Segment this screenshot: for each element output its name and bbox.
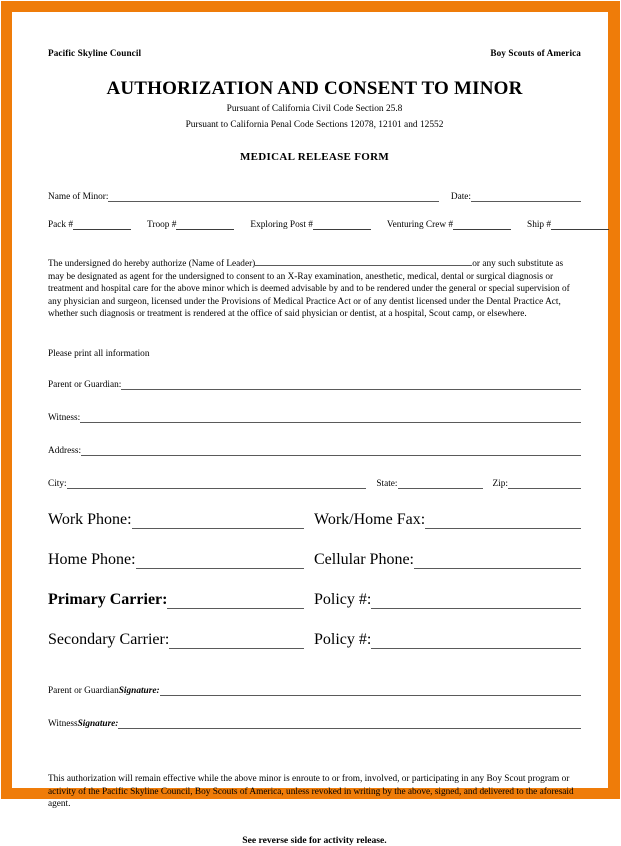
secondary-carrier-input[interactable] xyxy=(169,638,304,649)
parent-or-guardian-row xyxy=(48,379,581,390)
authorization-paragraph xyxy=(48,256,581,321)
city-state-zip-row xyxy=(48,478,581,489)
address-input[interactable] xyxy=(81,445,581,456)
witness-signature-label: Signature: xyxy=(77,718,119,729)
troop-number-input[interactable] xyxy=(176,220,234,230)
home-phone-input[interactable] xyxy=(136,558,304,569)
exploring-post-number-label: Exploring Post # xyxy=(250,220,313,230)
ship-number-label: Ship # xyxy=(527,220,552,230)
primary-carrier-input[interactable] xyxy=(167,598,304,609)
parent-signature-row xyxy=(48,685,581,696)
parent-signature-prefix: Parent or Guardian xyxy=(48,685,119,696)
address-label: Address: xyxy=(48,445,82,456)
work-home-fax-label: Work/Home Fax: xyxy=(314,510,426,528)
authorization-body: may be designated as agent for the undersigned to consent to an X-Ray examination, anesthetic, medical, dental or surgical diagnosis or treatment and hospital care for the above minor which is deemed advisable by and to be rendered under the general or special supervision of any physician and surgeon, licensed under the Provisions of Medical Practice Act or of any dentist licensed under the Dental Practice Act, whether such diagnosis or treatment is rendered at the office of said physician or dentist, at a hospital, Scout camp, or elsewhere. xyxy=(48,271,570,320)
document-content xyxy=(48,48,581,846)
parent-signature-input[interactable] xyxy=(160,685,581,696)
witness-signature-row xyxy=(48,718,581,729)
paper-sheet xyxy=(12,12,608,846)
primary-carrier-row xyxy=(48,591,581,609)
witness-input[interactable] xyxy=(80,412,581,423)
cellular-phone-input[interactable] xyxy=(414,558,581,569)
zip-label: Zip: xyxy=(492,478,508,489)
date-input[interactable] xyxy=(471,191,581,202)
secondary-policy-number-label: Policy #: xyxy=(314,630,372,648)
witness-label: Witness: xyxy=(48,412,81,423)
page-border-left xyxy=(1,1,12,799)
parent-signature-label: Signature: xyxy=(118,685,160,696)
work-phone-input[interactable] xyxy=(132,518,304,529)
name-of-minor-row xyxy=(48,191,581,202)
organization-name: Boy Scouts of America xyxy=(490,48,581,58)
home-cellular-phone-row xyxy=(48,551,581,569)
primary-carrier-label: Primary Carrier: xyxy=(48,590,168,608)
zip-input[interactable] xyxy=(508,478,581,489)
leader-name-input[interactable] xyxy=(255,256,472,266)
primary-policy-number-label: Policy #: xyxy=(314,590,372,608)
city-input[interactable] xyxy=(67,478,367,489)
venturing-crew-number-input[interactable] xyxy=(453,220,511,230)
name-of-minor-label: Name of Minor: xyxy=(48,192,109,202)
work-phone-fax-row xyxy=(48,511,581,529)
secondary-carrier-label: Secondary Carrier: xyxy=(48,630,170,648)
work-phone-label: Work Phone: xyxy=(48,510,132,528)
page-border-right xyxy=(608,1,620,799)
witness-signature-prefix: Witness xyxy=(48,718,78,729)
secondary-carrier-row xyxy=(48,631,581,649)
home-phone-label: Home Phone: xyxy=(48,550,136,568)
title-subtitle-line-2: Pursuant to California Penal Code Sections 12078, 12101 and 12552 xyxy=(185,119,444,130)
print-instruction: Please print all information xyxy=(48,348,150,359)
venturing-crew-number-label: Venturing Crew # xyxy=(386,220,454,230)
form-heading: MEDICAL RELEASE FORM xyxy=(239,151,390,163)
exploring-post-number-input[interactable] xyxy=(313,220,371,230)
city-label: City: xyxy=(48,478,67,489)
document-header xyxy=(48,48,581,58)
primary-policy-number-input[interactable] xyxy=(371,598,581,609)
reverse-side-note: See reverse side for activity release. xyxy=(242,834,387,846)
state-label: State: xyxy=(376,478,398,489)
work-home-fax-input[interactable] xyxy=(425,518,581,529)
page-title: AUTHORIZATION AND CONSENT TO MINOR xyxy=(106,78,523,99)
council-name: Pacific Skyline Council xyxy=(48,48,142,58)
state-input[interactable] xyxy=(398,478,483,489)
pack-number-label: Pack # xyxy=(48,220,74,230)
closing-paragraph: This authorization will remain effective while the above minor is enroute to or from, involved, or participating in any Boy Scout program or activity of the Pacific Skyline Council, Boy Scouts of America, unless revoked in writing by the above, signed, and delivered to the aforesaid agent. xyxy=(48,773,574,810)
date-label: Date: xyxy=(450,192,471,202)
ship-number-input[interactable] xyxy=(551,220,609,230)
page-border-top xyxy=(1,1,620,12)
unit-numbers-row xyxy=(48,220,581,230)
authorization-lead-in: The undersigned do hereby authorize (Name of Leader) xyxy=(48,259,256,269)
witness-row xyxy=(48,412,581,423)
authorization-after-blank: or any such substitute as xyxy=(472,259,564,269)
secondary-policy-number-input[interactable] xyxy=(371,638,581,649)
cellular-phone-label: Cellular Phone: xyxy=(314,550,414,568)
parent-or-guardian-input[interactable] xyxy=(121,379,581,390)
pack-number-input[interactable] xyxy=(73,220,131,230)
title-subtitle-line-1: Pursuant of California Civil Code Section 25.8 xyxy=(226,104,403,114)
address-row xyxy=(48,445,581,456)
name-of-minor-input[interactable] xyxy=(108,191,438,202)
witness-signature-input[interactable] xyxy=(118,718,581,729)
troop-number-label: Troop # xyxy=(147,220,177,230)
parent-or-guardian-label: Parent or Guardian: xyxy=(48,379,122,390)
